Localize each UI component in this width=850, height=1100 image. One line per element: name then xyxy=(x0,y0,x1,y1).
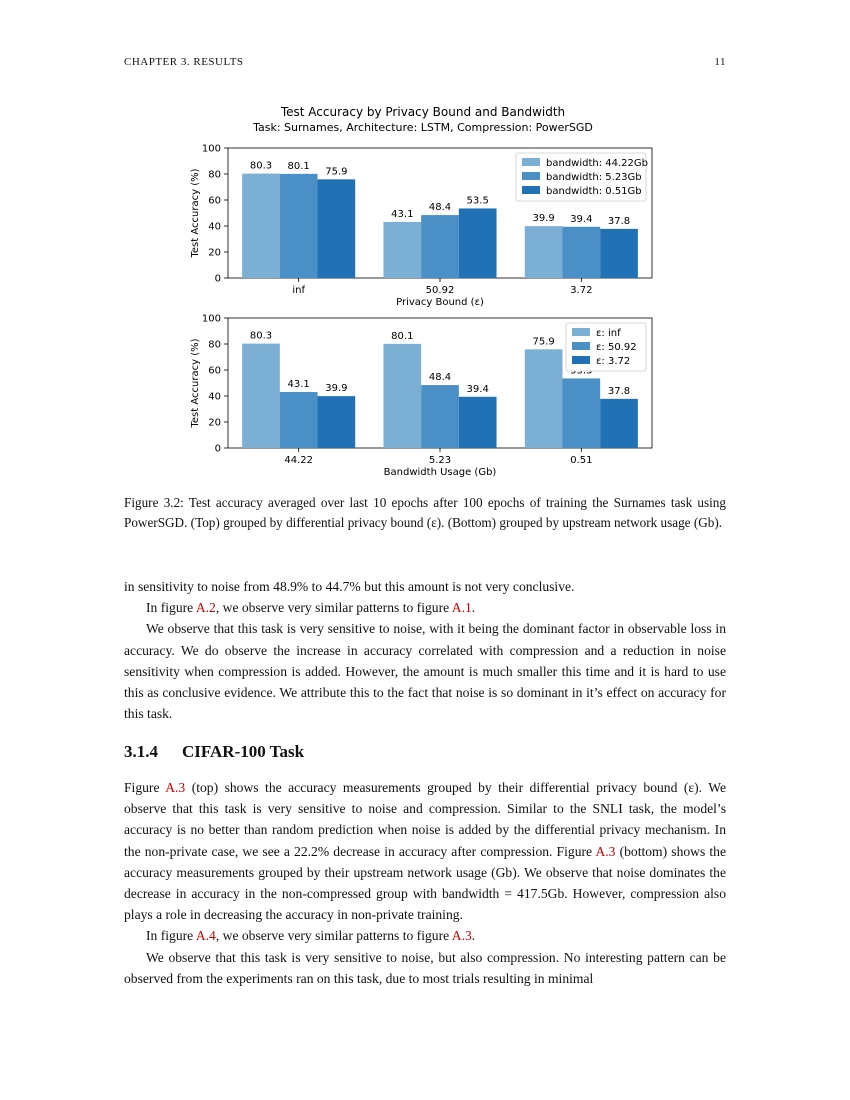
bar-value-label: 80.1 xyxy=(287,160,310,172)
x-tick-label: 44.22 xyxy=(284,455,313,466)
chart-title: Test Accuracy by Privacy Bound and Bandwidth xyxy=(280,105,566,119)
bar xyxy=(280,392,318,448)
section-title: CIFAR-100 Task xyxy=(182,742,305,761)
body-upper xyxy=(124,576,726,724)
legend-swatch xyxy=(572,356,590,364)
body-lower xyxy=(124,777,726,989)
bar xyxy=(421,215,459,278)
bar-value-label: 39.9 xyxy=(532,213,555,225)
legend-label: bandwidth: 5.23Gb xyxy=(546,172,642,183)
figure-caption: Figure 3.2: Test accuracy averaged over last 10 epochs after 100 epochs of training the Surnames task using PowerSGD. (Top) grouped by differential privacy bound (ε). (Bottom) grouped by upstream network usage (Gb). xyxy=(124,495,726,531)
figure-ref-link[interactable]: A.3 xyxy=(451,928,472,944)
figure-ref-link[interactable]: A.3 xyxy=(595,843,616,859)
legend-swatch xyxy=(522,172,540,180)
bar-value-label: 75.9 xyxy=(325,166,348,178)
x-tick-label: 5.23 xyxy=(428,455,452,466)
bar-value-label: 43.1 xyxy=(287,378,310,390)
y-tick-label: 0 xyxy=(214,443,221,455)
bar-value-label: 39.4 xyxy=(570,213,593,225)
y-axis-label: Test Accuracy (%) xyxy=(190,168,201,258)
bar-value-label: 53.5 xyxy=(466,195,489,207)
legend-swatch xyxy=(572,342,590,350)
bar xyxy=(459,397,497,448)
bar-value-label: 80.1 xyxy=(391,330,414,342)
section-heading xyxy=(124,742,304,762)
chapter-title: CHAPTER 3. RESULTS xyxy=(124,56,244,68)
legend-label: bandwidth: 0.51Gb xyxy=(546,186,642,197)
paragraph: We observe that this task is very sensitive to noise, but also compression. No interesting pattern can be observed from the experiments ran on this task, due to most trials resulting in minimal xyxy=(124,949,726,986)
bar xyxy=(600,399,638,448)
y-tick-label: 20 xyxy=(208,417,221,429)
figure-charts xyxy=(0,0,850,490)
legend-label: ε: 50.92 xyxy=(596,342,637,353)
legend-swatch xyxy=(522,186,540,194)
bar xyxy=(421,385,459,448)
x-tick-label: 3.72 xyxy=(570,285,593,296)
chart-subtitle: Task: Surnames, Architecture: LSTM, Compression: PowerSGD xyxy=(253,121,593,134)
bottom-chart xyxy=(190,314,652,479)
paragraph: We observe that this task is very sensitive to noise, with it being the dominant factor in observable loss in accuracy. We do observe the increase in accuracy correlated with compression and a reduction in noise sensitivity when compression is added. However, the amount is much smaller this time and it is hard to use this as conclusive evidence. We attribute this to the fact that noise is so dominant in it’s effect on accuracy for this task. xyxy=(124,621,726,722)
y-tick-label: 60 xyxy=(208,195,221,207)
legend-swatch xyxy=(572,328,590,336)
bar xyxy=(562,378,600,448)
x-axis-label: Privacy Bound (ε) xyxy=(396,297,484,308)
bar xyxy=(525,349,563,448)
y-tick-label: 20 xyxy=(208,247,221,259)
y-axis-label: Test Accuracy (%) xyxy=(190,338,201,428)
legend-label: ε: 3.72 xyxy=(596,356,631,367)
paragraph: Figure A.3 (top) shows the accuracy measurements grouped by their differential privacy bound (ε). We observe that this task is very sensitive to noise and compression. Similar to the SNLI task, the model’s accuracy is no better than random prediction when noise is added by the differential privacy mechanism. In the non-private case, we see a 22.2% decrease in accuracy after compression. Figure A.3 (bottom) shows the accuracy measurements grouped by their upstream network usage (Gb). We observe that noise dominates the decrease in accuracy in the non-compressed group with bandwidth = 417.5Gb. However, compression also plays a role in decreasing the accuracy in non-private training. xyxy=(124,780,727,923)
y-tick-label: 100 xyxy=(201,143,221,155)
bar xyxy=(459,208,497,278)
y-tick-label: 80 xyxy=(208,169,221,181)
bar-value-label: 48.4 xyxy=(428,372,452,384)
paragraph: In figure A.4, we observe very similar patterns to figure A.3. xyxy=(146,928,476,944)
paragraph: in sensitivity to noise from 48.9% to 44.7% but this amount is not very conclusive. xyxy=(124,579,575,594)
bar xyxy=(280,174,318,278)
section-number: 3.1.4 xyxy=(124,742,158,761)
x-axis-label: Bandwidth Usage (Gb) xyxy=(383,467,497,478)
bar-value-label: 37.8 xyxy=(607,215,631,227)
bar xyxy=(318,179,356,278)
legend-label: ε: inf xyxy=(596,328,621,339)
figure-ref-link[interactable]: A.4 xyxy=(195,928,216,944)
bar xyxy=(242,174,280,278)
paragraph: In figure A.2, we observe very similar patterns to figure A.1. xyxy=(146,600,476,616)
y-tick-label: 0 xyxy=(214,273,221,285)
page-number: 11 xyxy=(714,56,726,68)
figure-ref-link[interactable]: A.1 xyxy=(451,600,472,616)
bar-value-label: 75.9 xyxy=(532,336,555,348)
x-tick-label: 50.92 xyxy=(425,285,455,296)
y-tick-label: 60 xyxy=(208,365,221,377)
x-tick-label: 0.51 xyxy=(570,455,593,466)
figure-ref-link[interactable]: A.2 xyxy=(195,600,216,616)
bar-value-label: 43.1 xyxy=(391,208,414,220)
y-tick-label: 40 xyxy=(208,221,221,233)
bar xyxy=(318,396,356,448)
bar-value-label: 80.3 xyxy=(249,160,273,172)
legend-swatch xyxy=(522,158,540,166)
legend-label: bandwidth: 44.22Gb xyxy=(546,158,648,169)
y-tick-label: 100 xyxy=(201,313,221,325)
x-tick-label: inf xyxy=(292,285,305,296)
bar-value-label: 80.3 xyxy=(249,330,273,342)
bar-value-label: 37.8 xyxy=(607,385,631,397)
figure-ref-link[interactable]: A.3 xyxy=(165,780,186,795)
bar-value-label: 39.9 xyxy=(325,383,348,395)
bar-value-label: 48.4 xyxy=(428,202,452,214)
bar xyxy=(525,226,563,278)
y-tick-label: 40 xyxy=(208,391,221,403)
bar xyxy=(383,222,421,278)
bar xyxy=(242,344,280,448)
top-chart xyxy=(190,144,652,309)
bar xyxy=(383,344,421,448)
y-tick-label: 80 xyxy=(208,339,221,351)
bar-value-label: 39.4 xyxy=(466,383,489,395)
bar xyxy=(600,229,638,278)
bar xyxy=(562,227,600,278)
